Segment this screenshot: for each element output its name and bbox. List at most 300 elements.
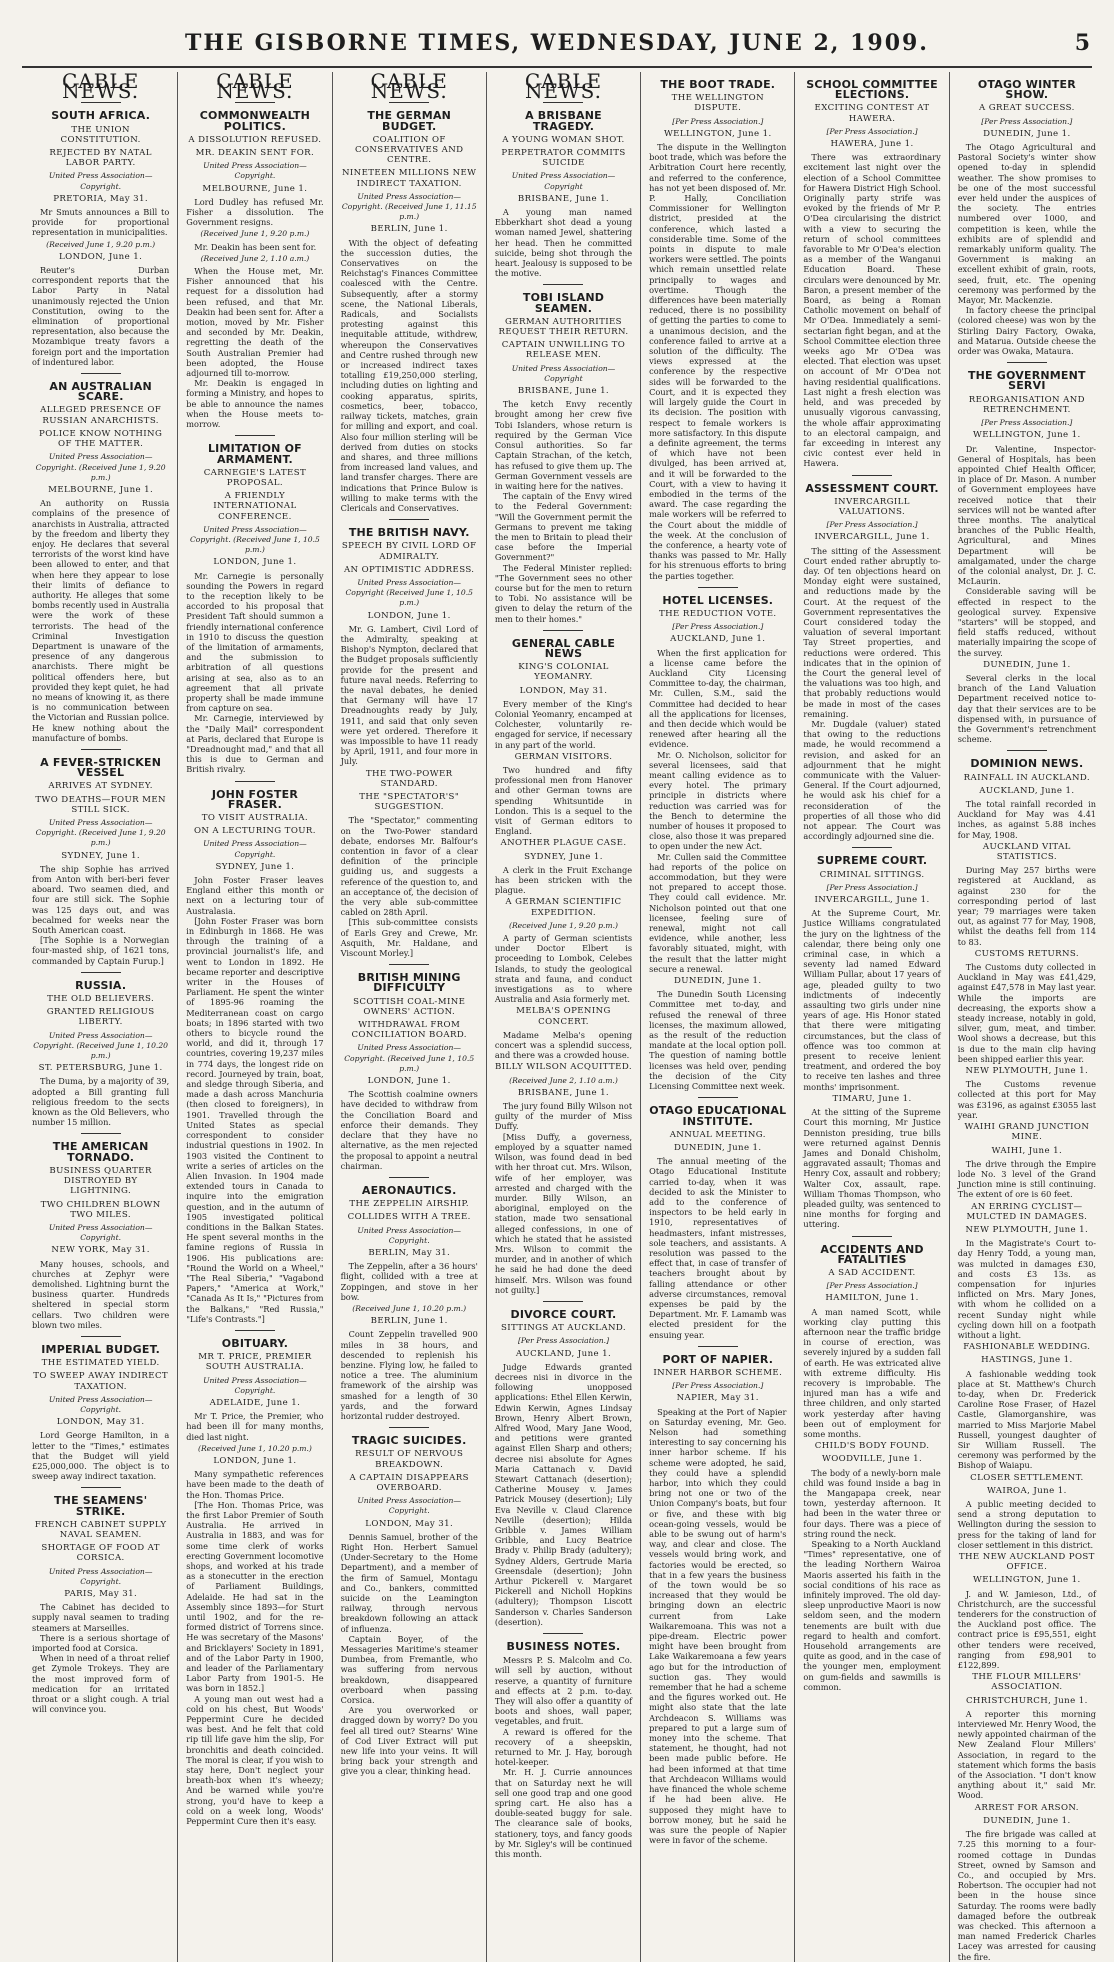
article-paragraph: The Federal Minister replied: "The Government sees no other course but for the men to return to Tobi. No assistance will be given to delay the return of the men to their homes." <box>494 562 633 624</box>
article-paragraph: The annual meeting of the Otago Educational Institute carried to-day, when it was decided to ask the Minister to add to the conference of inspectors to be held early in 1910, representatives of headmasters, infant mistresses, sole teachers, and assistants. A resolution was passed to the effect that, in case of transfer of teachers brought about by falling attendance or other adverse circumstances, removal expenses be paid by the Department. Mr. F. Lamamb was elected president for the ensuing year. <box>649 1156 787 1340</box>
article-subhead: A CAPTAIN DISAPPEARS OVERBOARD. <box>349 1472 469 1493</box>
article-subhead: ARRIVES AT SYDNEY. <box>48 781 153 792</box>
article-subhead: ON A LECTURING TOUR. <box>193 826 316 837</box>
article-paragraph: Many houses, schools, and churches at Zephyr were demolished. Lightning burnt the business quarter. Hundreds sheltered in special storm cellars. Two children were blown two miles. <box>32 1258 170 1330</box>
article-paragraph: [Miss Duffy, a governess, employed by a squatter named Wilson, was found dead in bed with her throat cut. Mrs. Wilson, wife of her employer, was arrested and charged with the murder. Billy Wilson, an aboriginal, employed on the station, made two sensational alleged confessions, in one of which he stated that he assisted Mrs. Wilson to commit the murder, and in another of which he said he had done the deed himself. Mrs. Wilson was found not guilty.] <box>494 1131 633 1295</box>
article-paragraph: Two hundred and fifty professional men from Hanover and other German towns are spending Whitsuntide in London. This is a sequel to the visit of German editors to England. <box>494 764 633 837</box>
article-paragraph: The body of a newly-born male child was found inside a bag in the Mangapapa creek, near town, yesterday afternoon. It had been in the water three or four days. There was a piece of string round the neck. <box>803 1467 941 1539</box>
article-subhead: BILLY WILSON ACQUITTED. <box>495 1062 632 1073</box>
article-subhead: BRISBANE, June 1. <box>517 1087 610 1098</box>
article-subhead: THE ZEPPELIN AIRSHIP. <box>349 1199 470 1210</box>
article-subhead: MELBOURNE, June 1. <box>48 484 154 495</box>
article-paragraph: Mr. Deakin is engaged in forming a Ministry, and hopes to be able to announce the names when the House meets to-morrow. <box>186 378 324 430</box>
article-subhead: CHILD'S BODY FOUND. <box>814 1441 930 1452</box>
article-paragraph: The Otago Agricultural and Pastoral Society's winter show opened to-day in splendid weather. The show promises to be one of the most successful ever held under the auspices of the society. The entries numbered over 1000, and competition is keen, while the exhibits are of splendid and remarkably uniform quality. The Government is making an excellent exhibit of grain, roots, seed, fruit, etc. The opening ceremony was performed by the Mayor, Mr. Mackenzie. <box>957 142 1096 306</box>
article-separator <box>1007 362 1047 363</box>
article-paragraph: Mr. O. Nicholson, solicitor for several licensees, said that meant calling evidence as to every hotel. The primary principle in districts where reduction was carried was for the Bench to determine the number of houses it proposed to close, also those it was prepared to open under the new Act. <box>649 749 787 852</box>
article-separator <box>389 964 429 965</box>
article-paragraph: Messrs P. S. Malcolm and Co. will sell by auction, without reserve, a quantity of furniture and effects at 2 p.m. to-day. They will also offer a quantity of boots and shoes, wall paper, vegetables, and fruit. <box>494 1655 633 1727</box>
article-subhead: HASTINGS, June 1. <box>981 1355 1073 1366</box>
masthead <box>0 0 1114 76</box>
article-subhead: ANOTHER PLAGUE CASE. <box>500 838 627 849</box>
article-separator <box>543 1301 583 1302</box>
article-separator <box>543 1633 583 1634</box>
article-subhead: AN OPTIMISTIC ADDRESS. <box>343 564 475 575</box>
press-credit: (Received June 2, 1.10 a.m.) <box>509 1075 618 1085</box>
article-separator <box>235 781 275 782</box>
article-subhead: DUNEDIN, June 1. <box>983 1815 1071 1826</box>
article-subhead: EXCITING CONTEST AT HAWERA. <box>814 103 930 124</box>
press-credit: United Press Association—Copyright. (Received June 1, 11.15 p.m.) <box>341 191 477 222</box>
article-subhead: DUNEDIN, June 1. <box>983 128 1071 139</box>
article-subhead: COLLIDES WITH A TREE. <box>347 1212 471 1223</box>
article-subhead: NEW YORK, May 31. <box>51 1245 150 1256</box>
article-subhead: LONDON, June 1. <box>213 557 297 568</box>
article-subhead: BERLIN, June 1. <box>370 1316 448 1327</box>
article-paragraph: Speaking to a North Auckland "Times" representative, one of the leading Northern Wairoa Maoris asserted his faith in the social conditions of his race as infinitely improved. The old day-sleep unproductive Maori is now seldom seen, and the modern tenements are built with due regard to health and comfort. Household arrangements are quite as good, and in the case of the younger men, employment on gum-fields and sawmills is common. <box>803 1539 941 1692</box>
article-subhead: SPEECH BY CIVIL LORD OF ADMIRALTY. <box>341 541 477 562</box>
article-subhead: WITHDRAWAL FROM CONCILIATION BOARD. <box>351 1020 467 1041</box>
article-paragraph: A young man out west had a cold on his chest, But Woods' Peppermint Cure he decided was best. And he felt that cold rip till life gave him the slip, For bronchitis and death coincided. The moral is clear, if you wish to stay here, Don't neglect your breath-box when it's wheezy; And be warned while you're strong, you'd have to keep a cold on a week long, Woods' Peppermint Cure then it's easy. <box>186 1693 324 1827</box>
article-subhead: A SAD ACCIDENT. <box>828 1267 916 1278</box>
article-headline: DOMINION NEWS. <box>970 757 1084 771</box>
article-subhead: DUNEDIN, June 1. <box>673 1142 762 1153</box>
article-subhead: MELBA'S OPENING CONCERT. <box>516 1006 611 1027</box>
article-separator <box>235 1330 275 1331</box>
article-paragraph: Madame Melba's opening concert was a splendid success, and there was a crowded house. <box>494 1029 633 1061</box>
article-headline: AN AUSTRALIAN SCARE. <box>49 380 152 404</box>
article-paragraph: [This sub-committee consists of Earls Grey and Crewe, Mr. Asquith, Mr. Haldane, and Viscount Morley.] <box>340 917 478 959</box>
article-paragraph: The "Spectator," commenting on the Two-Power standard debate, endorses Mr. Balfour's contention in favor of a clear definition of the principle guiding us, and suggests a reference of the question to, and an acceptance of, the decision of the very able sub-committee cabled on 28th April. <box>340 815 478 918</box>
article-subhead: CRIMINAL SITTINGS. <box>819 869 925 880</box>
article-paragraph: The Scottish coalmine owners have decided to withdraw from the Conciliation Board and enforce their demands. They declare that they have no alternative, as the men rejected the proposal to appoint a neutral chairman. <box>340 1089 478 1171</box>
article-headline: A FEVER-STRICKEN VESSEL <box>40 755 162 780</box>
article-subhead: WELLINGTON, June 1. <box>663 128 772 139</box>
article-subhead: WOODVILLE, June 1. <box>821 1454 923 1465</box>
press-credit: [Per Press Association.] <box>826 520 918 530</box>
press-credit: United Press Association—Copyright. (Received June 1, 9.20 p.m.) <box>35 452 166 482</box>
article-subhead: AN ERRING CYCLIST—MULCTED IN DAMAGES. <box>966 1201 1088 1222</box>
press-credit: United Press Association—Copyright. <box>203 1375 307 1395</box>
article-paragraph: An authority on Russia complains of the presence of anarchists in Australia, attracted by the freedom and liberty they enjoy. He declares that several terrorists of the worst kind have been allowed to enter, and that when here they appear to lose their limits of defiance to authority. He alleges that some bombs recently used in Australia were the work of these terrorists. The head of the Criminal Investigation Department is unaware of the presence of any dangerous anarchists. There might be political offenders here, but provided they kept quiet, he had no means of knowing it, as there is no communication between the Victorian and Russian police. He knew nothing about the manufacture of bombs. <box>32 498 170 743</box>
article-subhead: REORGANISATION AND RETRENCHMENT. <box>968 394 1085 415</box>
article-paragraph: During May 257 births were registered at Auckland, as against 230 for the corresponding period of last year; 79 marriages were taken out, as against 77 for May, 1908, whilst the deaths fell from 114 to 83. <box>957 865 1096 947</box>
article-separator <box>543 630 583 631</box>
press-credit: United Press Association—Copyright. <box>203 839 307 859</box>
article-subhead: A GREAT SUCCESS. <box>978 103 1075 114</box>
press-credit: United Press Association—Copyright <box>511 363 616 383</box>
press-credit: (Received June 1, 9.20 p.m.) <box>509 920 618 930</box>
article-subhead: LONDON, May 31. <box>519 685 608 696</box>
press-credit: United Press Association—Copyright. <box>203 161 307 181</box>
article-paragraph: Lord George Hamilton, in a letter to the "Times," estimates that the Budget will yield £25,000,000. The object is to sweep away indirect taxation. <box>32 1430 170 1482</box>
article-separator <box>543 284 583 285</box>
article-paragraph: In factory cheese the principal (colored cheese) was won by the Stirling Dairy Factory, Owaka, and Matarua. Outside cheese the order was Owaka, Mataura. <box>957 305 1096 357</box>
article-paragraph: Reuter's Durban correspondent reports that the Labor Party in Natal unanimously rejected the Union Constitution, owing to the elimination of proportional representation, also because the Mozambique treaty favors a foreign port and the importation of indentured labor. <box>32 265 170 367</box>
article-paragraph: The ketch Envy recently brought among her crew five Tobi Islanders, whose return is required by the German Vice Consul authorities. So far Captain Strachan, of the ketch, has refused to give them up. The German Government vessels are in waiting here for the natives. <box>494 399 633 491</box>
article-headline: RUSSIA. <box>75 978 127 992</box>
article-headline: GENERAL CABLE NEWS <box>511 636 616 660</box>
article-paragraph: Every member of the King's Colonial Yeomanry, encamped at Colchester, voluntarily re-engaged for service, if necessary in any part of the world. <box>494 698 633 750</box>
press-credit: [Per Press Association.] <box>981 116 1073 126</box>
article-subhead: PERPETRATOR COMMITS SUICIDE <box>501 148 626 169</box>
article-subhead: ADELAIDE, June 1. <box>209 1397 301 1408</box>
article-subhead: INNER HARBOR SCHEME. <box>653 1367 783 1378</box>
article-paragraph: The total rainfall recorded in Auckland for May was 4.41 inches, as against 5.88 inches for May, 1908. <box>957 799 1096 840</box>
article-subhead: LONDON, June 1. <box>367 610 451 621</box>
article-paragraph: When the House met, Mr. Fisher announced that his request for a dissolution had been refused, and that Mr. Deakin had been sent for. After a motion, moved by Mr. Fisher and seconded by Mr. Deakin, regretting the death of the South Australian Premier had been adopted, the House adjourned till to-morrow. <box>186 266 324 379</box>
article-paragraph: A public meeting decided to send a strong deputation to Wellington during the session to press for the taking of land for closer settlement in this district. <box>957 1499 1096 1550</box>
article-subhead: THE "SPECTATOR'S" SUGGESTION. <box>359 792 460 813</box>
article-subhead: GRANTED RELIGIOUS LIBERTY. <box>46 1007 155 1028</box>
article-subhead: THE UNION CONSTITUTION. <box>60 124 141 145</box>
article-subhead: MR T. PRICE, PREMIER SOUTH AUSTRALIA. <box>198 1352 312 1373</box>
column-5 <box>641 72 795 1962</box>
article-paragraph: When in need of a throat relief get Zymole Trokeys. They are the most improved form of medication for an irritated throat or a slight cough. A trial will convince you. <box>32 1653 170 1715</box>
article-paragraph: Mr. G. Lambert, Civil Lord of the Admiralty, speaking at Bishop's Nympton, declared that the Budget proposals sufficiently provide for the present and future naval needs. Referring to the naval debates, he denied that Germany will have 17 Dreadnoughts ready by July, 1911, and said that only seven were yet ordered. Therefore it was impossible to have 11 ready by April, 1911, and four more in July. <box>340 623 478 767</box>
article-subhead: PRETORIA, May 31. <box>53 193 149 204</box>
article-separator <box>235 435 275 436</box>
article-paragraph: A young man named Ebberkhart shot dead a young woman named Jewel, shattering her head. Then he committed suicide, being shot through the heart. Jealousy is supposed to be the motive. <box>494 207 633 279</box>
page-number: 5 <box>1074 30 1090 56</box>
article-headline: SUPREME COURT. <box>816 854 928 868</box>
article-headline: BUSINESS NOTES. <box>506 1640 621 1654</box>
article-paragraph: Several clerks in the local branch of the Land Valuation Department received notice to-day that their services are to be dispensed with, in pursuance of the Government's retrenchment scheme. <box>957 672 1096 745</box>
article-paragraph: Lord Dudley has refused Mr. Fisher a dissolution. The Government resigns. <box>186 196 324 228</box>
article-separator <box>852 1236 892 1237</box>
article-paragraph: There was extraordinary excitement last night over the election of a School Committee for Hawera District High School. Originally party strife was evoked by the friends of Mr P. O'Dea circularising the district with a view to securing the return of school committees favorable to Mr O'Dea's election as a member of the Wanganui Education Board. These circulars were denounced by Mr. Baron, a present member of the Board, as being a Roman Catholic movement on behalf of Mr O'Dea. Immediately a semi-sectarian fight began, and at the School Committee election three weeks ago Mr O'Dea was elected. That election was upset on account of Mr O'Dea not having residential qualifications. Last night a fresh election was held, and was preceded by unusually vigorous canvassing, the whole affair approximating to an electoral campaign, and far exceeding in interest any civic contest ever held in Hawera. <box>803 152 941 469</box>
article-subhead: AUCKLAND VITAL STATISTICS. <box>982 841 1071 863</box>
article-paragraph: Mr. Deakin has been sent for. <box>194 241 317 252</box>
article-separator <box>81 972 121 973</box>
newspaper-columns <box>24 69 1104 1962</box>
article-paragraph: The ship Sophie has arrived from Anton with beri-beri fever aboard. Two seamen died, and four are still sick. The Sophie was 125 days out, and was becalmed for weeks near the South American coast. <box>32 863 170 936</box>
article-subhead: DUNEDIN, June 1. <box>983 659 1071 670</box>
article-subhead: MR. DEAKIN SENT FOR. <box>195 148 315 159</box>
article-paragraph: Dr. Valentine, Inspector-General of Hospitals, has been appointed Chief Health Officer, in place of Dr. Mason. A number of Government employees have received notice that their services will not be wanted after three months. The analytical branches of the Public Health, Agricultural, and Mines Department will be amalgamated, under the charge of the colonial analyst, Dr. J. C. McLaurin. <box>957 443 1096 587</box>
article-separator <box>81 1487 121 1488</box>
article-headline: PORT OF NAPIER. <box>662 1352 774 1366</box>
article-paragraph: Mr. Carnegie is personally sounding the Powers in regard to the reception likely to be accorded to his proposal that President Taft should summon a friendly international conference in 1910 to discuss the question of the limitation of armaments, and the submission to arbitration of all questions arising at sea, also as to an agreement that all private property shall be made immune from capture on sea. <box>186 570 324 714</box>
article-paragraph: Mr. Cullen said the Committee had reports of the police on accommodation, but they were not prepared to accept those. They could call evidence. Mr. Nicholson pointed out that one licensee, feeling sure of renewal, might not call evidence, while another, less favorably situated, might, with the result that the latter might secure a renewal. <box>649 851 787 974</box>
article-subhead: WAIHI GRAND JUNCTION MINE. <box>964 1122 1090 1143</box>
article-paragraph: A party of German scientists under Doctor Elbert is proceeding to Lombok, Celebes Islands, to study the geological strata and fauna, and conduct investigations as to where Australia and Asia formerly met. <box>494 933 633 1005</box>
article-paragraph: The Dunedin South Licensing Committee met to-day, and refused the renewal of three licenses, the maximum allowed, as the result of the reduction mandate at the local option poll. The question of naming bottle licenses was held over, pending the decision of the City Licensing Committee next week. <box>649 989 787 1092</box>
article-headline: THE AMERICAN TORNADO. <box>52 1140 149 1164</box>
article-headline: OTAGO WINTER SHOW. <box>977 78 1076 102</box>
article-paragraph: The dispute in the Wellington boot trade, which was before the Arbitration Court here recently, and referred to the conference, has not yet been disposed of. Mr. P. Hally, Conciliation Commissioner for Wellington district, presided at the conference, which lasted a considerable time. Some of the points in dispute to male workers were settled. The points which remain unsettled relate principally to wages and overtime. Though the differences have been materially reduced, there is no possibility of getting the parties to come to a unanimous decision, and the conference failed to arrive at a solution of the difficulty. The views expressed at the conference by the respective sides will be forwarded to the Court, and it is expected they will largely guide the Court in its decision. The position with respect to female workers is more satisfactory. In this dispute a definite agreement, the terms of which have not been divulged, has been arrived at, and it will be forwarded to the Court, with a view to having it embodied in the terms of the award. The case regarding the male workers will be referred to the Court about the middle of the week. At the conclusion of the conference, a hearty vote of thanks was passed to Mr. Hally for his strenuous efforts to bring the parties together. <box>649 142 787 581</box>
article-subhead: INVERCARGILL, June 1. <box>814 532 930 543</box>
article-separator <box>1007 750 1047 751</box>
article-headline: A BRISBANE TRAGEDY. <box>525 109 602 133</box>
column-header: CABLE NEWS. <box>61 69 140 104</box>
press-credit: [Per Press Association.] <box>981 418 1073 428</box>
column-header: CABLE NEWS. <box>370 69 448 104</box>
article-paragraph: The Cabinet has decided to supply naval seamen to trading steamers at Marseilles. <box>32 1602 170 1633</box>
article-subhead: CUSTOMS RETURNS. <box>974 948 1080 959</box>
article-subhead: CHRISTCHURCH, June 1. <box>965 1695 1088 1706</box>
article-subhead: CAPTAIN UNWILLING TO RELEASE MEN. <box>501 340 626 361</box>
article-subhead: A FRIENDLY INTERNATIONAL CONFERENCE. <box>213 491 297 522</box>
article-paragraph: Mr Smuts announces a Bill to provide for proportional representation in municipalities. <box>32 207 170 238</box>
article-paragraph: Count Zeppelin travelled 900 miles in 38 hours, and descended to replenish his benzine. Flying low, he failed to notice a tree. The aluminium framework of the airship was smashed for a length of 30 yards, and the forward horizontal rudder destroyed. <box>340 1329 478 1421</box>
article-paragraph: Mr. Dugdale (valuer) stated that owing to the reductions made, he would recommend a revision, and asked for an adjournment that he might communicate with the Valuer-General. If the Court adjourned, he would ask his chief for a reconsideration of the properties of all those who did not appear. The Court was accordingly adjourned sine die. <box>803 718 941 842</box>
article-headline: LIMITATION OF ARMAMENT. <box>207 442 302 466</box>
article-paragraph: Many sympathetic references have been made to the death of the Hon. Thomas Price. <box>186 1469 324 1500</box>
article-subhead: THE WELLINGTON DISPUTE. <box>671 93 764 114</box>
press-credit: United Press Association—Copyright <box>511 171 616 191</box>
article-subhead: WAIROA, June 1. <box>986 1485 1067 1496</box>
article-paragraph: Mr. H. J. Currie announces that on Saturday next he will sell one good trap and one good spring cart. He also has a double-seated buggy for sale. The clearance sale of books, stationery, toys, and fancy goods by Mr. Sigley's will be continued this month. <box>494 1767 633 1860</box>
article-paragraph: The sitting of the Assessment Court ended rather abruptly to-day. Of ten objections heard on Monday eight were sustained, and reductions made by the Court. At the request of the Government representatives the Court considered today the valuation of several important Tay Street properties, and reductions were ordered. This indicates that in the opinion of the Court the general level of the valuations was too high, and that probably reductions would be made in most of the cases remaining. <box>803 545 941 719</box>
article-subhead: ARREST FOR ARSON. <box>974 1802 1079 1813</box>
article-headline: THE BRITISH NAVY. <box>348 526 470 540</box>
article-paragraph: The Zeppelin, after a 36 hours' flight, collided with a tree at Zoppingen, and stove in her bow. <box>340 1261 478 1302</box>
column-2 <box>178 69 332 1962</box>
article-headline: AERONAUTICS. <box>361 1183 457 1197</box>
column-header: CABLE NEWS. <box>216 69 294 104</box>
press-credit: United Press Association—Copyright. <box>357 1225 461 1245</box>
article-paragraph: The drive through the Empire lode No. 3 level of the Grand Junction mine is still continuing. The extent of ore is 60 feet. <box>957 1158 1096 1200</box>
article-headline: JOHN FOSTER FRASER. <box>211 787 298 811</box>
article-subhead: ST. PETERSBURG, June 1. <box>38 1063 163 1074</box>
article-paragraph: Mr T. Price, the Premier, who had been ill for many months, died last night. <box>186 1411 324 1442</box>
article-paragraph: Dennis Samuel, brother of the Right Hon. Herbert Samuel (Under-Secretary to the Home Department), and a member of the firm of Samuel, Montagu and Co., bankers, committed suicide on the Leamington railway, through nervous breakdown following an attack of influenza. <box>340 1531 478 1634</box>
article-subhead: BERLIN, May 31. <box>368 1247 451 1258</box>
article-subhead: SYDNEY, June 1. <box>61 850 141 861</box>
article-subhead: THE ESTIMATED YIELD. <box>41 1358 160 1369</box>
article-paragraph: Considerable saving will be effected in respect to the geological survey. Expensive "starters" will be stopped, and field staffs reduced, without materially impairing the scope of the survey. <box>957 586 1096 658</box>
article-subhead: BERLIN, June 1. <box>370 224 448 235</box>
article-headline: HOTEL LICENSES. <box>662 593 774 607</box>
article-paragraph: [John Foster Fraser was born in Edinburgh in 1868. He was through the training of a provincial journalist's life, and went to London in 1892. He became reporter and descriptive writer in the Houses of Parliament. He spent the winter of 1895-96 roaming the Mediterranean coast on cargo boats; in 1896 started with two others to bicycle round the world, and did it, through 17 countries, covering 19,237 miles in 774 days, the longest ride on record. Journeyed by train, boat, and sledge through Siberia, and made a dash across Manchuria (then closed to foreigners), in 1901. Travelled through the United States as special correspondent to consider industrial questions in 1902. In 1903 visited the Continent to write a series of articles on the Alien Invasion. In 1904 made extended tours in Canada to inquire into the emigration question, and in the autumn of 1905 investigated political conditions in the Balkan States. He spent several months in the famine regions of Russia in 1906. His publications are: "Round the World on a Wheel," "The Real Siberia," "Vagabond Papers," "America at Work," "Canada As It Is," "Pictures from the Balkans," "Red Russia," "Life's Contrasts."] <box>186 915 324 1324</box>
article-paragraph: John Foster Fraser leaves England either this month or next on a lecturing tour of Australasia. <box>186 875 324 916</box>
press-credit: (Received June 1, 10.20 p.m.) <box>352 1303 467 1313</box>
article-subhead: NINETEEN MILLIONS NEW INDIRECT TAXATION. <box>341 168 477 189</box>
article-subhead: DUNEDIN, June 1. <box>673 976 762 987</box>
article-subhead: AUCKLAND, June 1. <box>670 634 766 645</box>
press-credit: United Press Association—Copyright. (Received June 1, 10.5 p.m.) <box>189 524 320 555</box>
article-paragraph: Mr. Carnegie, interviewed by the "Daily Mail" correspondent at Paris, declared that Europe is "Dreadnought mad," and that all this is due to German and British rivalry. <box>186 713 324 775</box>
article-subhead: GERMAN AUTHORITIES REQUEST THEIR RETURN. <box>498 316 629 338</box>
article-paragraph: Speaking at the Port of Napier on Saturday evening, Mr. Geo. Nelson had something interesting to say concerning his inner harbor scheme. If his scheme were adopted, he said, they could have a splendid harbor, into which they could bring not one or two of the Union Company's boats, but four or five, and these with big ocean-going vessels, would be able to be swung out of harm's way, and clear and close. The vessels would bring work, and factories would be erected, so that in a few years the business of the town would be so increased that they would be bringing down an electric current from Lake Waikaremoana. This was not a pipe-dream. Electric power might have been brought from Lake Waikaremoana a few years ago but for the introduction of suction gas. They would remember that he had a scheme and the figures worked out. He might also state that the late Archdeacon S. Williams was prepared to put a large sum of money into the scheme. That statement, he thought, had not been made public before. He had been informed at that time that Archdeacon Williams would have financed the whole scheme if he had been alive. He supposed they might have to borrow money, but he said he was sure the people of Napier were in favor of the scheme. <box>649 1406 787 1846</box>
article-subhead: KING'S COLONIAL YEOMANRY. <box>518 662 609 683</box>
article-subhead: AUCKLAND, June 1. <box>515 1348 612 1359</box>
article-separator <box>81 1336 121 1337</box>
article-subhead: SYDNEY, June 1. <box>524 851 603 862</box>
article-paragraph: When the first application for a license came before the Auckland City Licensing Committee to-day, the chairman, Mr. Cullen, S.M., said the Committee had decided to hear all the applications for licenses, and then decide which would be renewed after hearing all the evidence. <box>649 647 787 750</box>
article-subhead: THE TWO-POWER STANDARD. <box>365 768 453 789</box>
article-headline: OTAGO EDUCATIONAL INSTITUTE. <box>649 1104 787 1128</box>
column-6 <box>795 72 949 1962</box>
press-credit: (Received June 1, 10.20 p.m.) <box>198 1443 312 1453</box>
article-separator <box>389 1427 429 1428</box>
article-paragraph: The Customs revenue collected at this port for May was £3196, as against £3055 last year. <box>957 1079 1096 1120</box>
article-subhead: A YOUNG WOMAN SHOT. <box>502 134 625 145</box>
article-headline: THE SEAMENS' STRIKE. <box>53 1494 148 1518</box>
press-credit: United Press Association—Copyright. (Received June 1, 9.20 p.m.) <box>35 818 166 848</box>
article-subhead: NEW PLYMOUTH, June 1. <box>965 1224 1089 1235</box>
article-paragraph: At the sitting of the Supreme Court this morning, Mr Justice Denniston presiding, true bills were returned against Dennis James and Donald Chisholm, aggravated assault; Thomas and Henry Cox, assault and robbery; Walter Cox, assault, rape. William Thomas Thompson, who pleaded guilty, was sentenced to nine months for forging and uttering. <box>803 1107 941 1230</box>
article-subhead: A DISSOLUTION REFUSED. <box>188 134 322 145</box>
article-separator <box>389 1177 429 1178</box>
press-credit: [Per Press Association.] <box>672 622 764 632</box>
press-credit: [Per Press Association.] <box>672 116 764 126</box>
article-headline: THE GERMAN BUDGET. <box>367 109 452 133</box>
press-credit: (Received June 1, 9.20 p.m.) <box>46 239 156 249</box>
article-separator <box>698 587 738 588</box>
press-credit: [Per Press Association.] <box>826 1281 918 1291</box>
press-credit: United Press Association—Copyright. <box>48 171 153 191</box>
article-paragraph: With the object of defeating the succession duties, the Conservatives on the Reichstag's Finances Committee coalesced with the Centre. Subsequently, after a stormy scene, the National Liberals, Radicals, and Socialists protesting against this inequitable attitude, withdrew, whereupon the Conservatives and Centre rushed through new or increased indirect taxes totalling £19,250,000 sterling, including duties on lighting and cooking apparatus, spirits, cosmetics, beer, tobacco, railway tickets, matches, grain for milling and export, and coal. Also four million sterling will be derived from duties on stocks and shares, and three millions from increased land values, and land transfer charges. There are indications that Prince Bulow is willing to make terms with the Clericals and Conservatives. <box>340 237 478 513</box>
article-paragraph: Are you overworked or dragged down by worry? Do you feel all tired out? Stearns' Wine of Cod Liver Extract will put new life into your veins. It will bring back your strength and give you a clear, thinking head. <box>340 1705 478 1777</box>
article-subhead: SHORTAGE OF FOOD AT CORSICA. <box>41 1543 160 1564</box>
article-subhead: THE OLD BELIEVERS. <box>47 994 155 1005</box>
article-subhead: BRISBANE, June 1. <box>517 193 610 204</box>
article-subhead: BUSINESS QUARTER DISTROYED BY LIGHTNING. <box>49 1165 152 1197</box>
article-paragraph: Judge Edwards granted decrees nisi in divorce in the following unopposed applications: Ethel Ellen Kerwin, Edwin Kerwin, Agnes Lindsay Brown, Henry Albert Brown, Alfred Wood, Mary Jane Wood, and petitions were granted against Ellen Sharp and others; decree nisi absolute for Agnes Maria Cattanach v. David Stewart Cattanach (desertion); Catherine Mousey v. James Patrick Mousey (desertion); Lily Eva Neville v. Claud Clarence Neville (desertion); Hilda Gribble v. James William Gribble, and Lucy Beatrice Brady v. Philip Brady (adultery); Sydney Alders, Gertrude Maria Greensdale (desertion); John Arthur Pickerell v. Margaret Pickerell and Nicholl Hopkins (adultery); Thompson Liscott Sanderson v. Charles Sanderson (desertion). <box>494 1361 633 1627</box>
article-headline: TOBI ISLAND SEAMEN. <box>522 291 605 315</box>
press-credit: [Per Press Association.] <box>517 1336 610 1346</box>
article-subhead: ANNUAL MEETING. <box>669 1129 766 1140</box>
article-subhead: A GERMAN SCIENTIFIC EXPEDITION. <box>505 897 622 918</box>
press-credit: United Press Association—Copyright. <box>48 1222 153 1243</box>
column-header: CABLE NEWS. <box>524 69 603 104</box>
article-paragraph: J. and W. Jamieson, Ltd., of Christchurch, are the successful tenderers for the construction of the Auckland post office. The contract price is £95,551, eight other tenders were received, ranging from £98,901 to £122,899. <box>957 1588 1096 1671</box>
article-subhead: WELLINGTON, June 1. <box>973 430 1081 441</box>
article-paragraph: The jury found Billy Wilson not guilty of the murder of Miss Duffy. <box>494 1101 633 1132</box>
article-subhead: WELLINGTON, June 1. <box>973 1575 1081 1586</box>
article-separator <box>698 1097 738 1098</box>
article-subhead: LONDON, May 31. <box>365 1518 454 1529</box>
article-subhead: LONDON, June 1. <box>367 1076 451 1087</box>
article-subhead: LONDON, June 1. <box>213 1455 297 1466</box>
article-subhead: CLOSER SETTLEMENT. <box>970 1472 1084 1483</box>
article-paragraph: The Duma, by a majority of 39, adopted a Bill granting full religious freedom to the sects known as the Old Believers, who number 15 million. <box>32 1076 170 1128</box>
article-subhead: NAPIER, May 31. <box>676 1393 759 1404</box>
article-headline: COMMONWEALTH POLITICS. <box>199 109 311 133</box>
article-subhead: SCOTTISH COAL-MINE OWNERS' ACTION. <box>353 996 466 1017</box>
article-subhead: COALITION OF CONSERVATIVES AND CENTRE. <box>354 134 464 166</box>
article-subhead: THE REDUCTION VOTE. <box>659 608 777 619</box>
press-credit: (Received June 2, 1.10 a.m.) <box>200 253 310 263</box>
article-headline: OBITUARY. <box>221 1336 289 1350</box>
article-headline: ASSESSMENT COURT. <box>805 481 939 495</box>
article-paragraph: The fire brigade was called at 7.25 this morning to a four-roomed cottage in Dundas Street, owned by Samson and Co., and occupied by Mrs. Robertson. The occupier had not been in the house since Saturday. The rooms were badly damaged before the outbreak was checked. This afternoon a man named Frederick Charles Lacey was arrested for causing the fire. <box>957 1829 1096 1962</box>
article-paragraph: In the Magistrate's Court to-day Henry Todd, a young man, was mulcted in damages £30, and costs £3 13s. as compensation for injuries inflicted on Mrs. Mary Jones, with whom he collided on a recent Sunday night while cycling down hill on a footpath without a light. <box>957 1238 1096 1340</box>
article-headline: ACCIDENTS AND FATALITIES <box>820 1242 924 1266</box>
article-headline: THE GOVERNMENT SERVI <box>967 369 1086 393</box>
article-headline: TRAGIC SUICIDES. <box>351 1434 467 1448</box>
article-subhead: TWO DEATHS—FOUR MEN STILL SICK. <box>35 794 166 815</box>
article-subhead: FASHIONABLE WEDDING. <box>963 1342 1091 1353</box>
article-separator <box>81 1133 121 1134</box>
article-paragraph: There is a serious shortage of imported food at Corsica. <box>32 1632 170 1654</box>
article-paragraph: [The Hon. Thomas Price, was the first Labor Premier of South Australia. He arrived in Australia in 1883, and was for some time clerk of works erecting Government locomotive shops, and worked at his trade as a stonecutter in the erection of Parliament Buildings, Adelaide. He had sat in the Assembly since 1893—for Sturt until 1902, and for the re-formed district of Torrens since. He was secretary of the Masons' and Bricklayers' Society in 1891, and of the Labor Party in 1900, and leader of the Parliamentary Labor Party from 1901-5. He was born in 1852.] <box>186 1499 324 1694</box>
article-subhead: TIMARU, June 1. <box>832 1093 912 1104</box>
article-subhead: HAWERA, June 1. <box>830 139 914 150</box>
press-credit: [Per Press Association.] <box>672 1381 764 1391</box>
article-subhead: LONDON, June 1. <box>59 251 143 262</box>
press-credit: United Press Association—Copyright. <box>48 1566 153 1586</box>
article-subhead: INVERCARGILL, June 1. <box>814 895 930 906</box>
article-subhead: TO SWEEP AWAY INDIRECT TAXATION. <box>33 1371 169 1392</box>
article-subhead: RAINFALL IN AUCKLAND. <box>963 772 1091 783</box>
article-paragraph: A reporter this morning interviewed Mr. Henry Wood, the newly appointed chairman of the New Zealand Flour Millers' Association, in regard to the statement which forms the basis of the Association. "I don't know anything about it," said Mr. Wood. <box>957 1708 1097 1801</box>
article-subhead: REJECTED BY NATAL LABOR PARTY. <box>49 148 152 169</box>
article-subhead: AUCKLAND, June 1. <box>979 785 1075 796</box>
article-subhead: THE FLOUR MILLERS' ASSOCIATION. <box>972 1672 1082 1693</box>
article-subhead: SITTINGS AT AUCKLAND. <box>500 1323 627 1334</box>
press-credit: [Per Press Association.] <box>826 882 918 892</box>
article-subhead: PARIS, May 31. <box>64 1589 138 1599</box>
column-4 <box>487 69 641 1962</box>
article-headline: BRITISH MINING DIFFICULTY <box>357 971 461 995</box>
press-credit: United Press Association—Copyright. (Received June 1, 10.5 p.m.) <box>344 1043 475 1073</box>
article-subhead: CARNEGIE'S LATEST PROPOSAL. <box>203 467 307 488</box>
article-headline: DIVORCE COURT. <box>510 1307 617 1321</box>
article-subhead: TO VISIT AUSTRALIA. <box>201 813 309 823</box>
article-subhead: ALLEGED PRESENCE OF RUSSIAN ANARCHISTS. <box>40 405 162 426</box>
article-headline: SCHOOL COMMITTEE ELECTIONS. <box>806 78 938 102</box>
article-subhead: POLICE KNOW NOTHING OF THE MATTER. <box>39 428 163 450</box>
column-1 <box>24 69 178 1962</box>
article-subhead: MELBOURNE, June 1. <box>202 183 308 194</box>
press-credit: (Received June 1, 9.20 p.m.) <box>200 229 310 239</box>
article-subhead: SYDNEY, June 1. <box>215 861 295 872</box>
column-7 <box>950 72 1104 1962</box>
article-paragraph: The Customs duty collected in Auckland in May was £41,429, against £47,578 in May last year. While the imports are decreasing, the exports show a steady increase, notably in gold, silver, gum, meat, and timber. Wool shows a decrease, but this is due to the main clip having been shipped earlier this year. <box>957 962 1096 1064</box>
article-headline: SOUTH AFRICA. <box>51 109 151 123</box>
press-credit: United Press Association—Copyright. <box>48 1394 153 1414</box>
article-subhead: NEW PLYMOUTH, June 1. <box>965 1066 1089 1077</box>
article-paragraph: [The Sophie is a Norwegian four-masted ship, of 1621 tons, commanded by Captain Furup.] <box>32 935 170 966</box>
masthead-rule <box>22 66 1092 68</box>
newspaper-title: THE GISBORNE TIMES, WEDNESDAY, JUNE 2, 1909. <box>185 30 929 56</box>
article-headline: IMPERIAL BUDGET. <box>41 1342 160 1356</box>
article-separator <box>852 847 892 848</box>
article-paragraph: A fashionable wedding took place at St. Matthew's Church to-day, when Dr. Frederick Caroline Rose Fraser, of Hazel Castle, Glamorganshire, was married to Miss Marjorie Mabel Russell, youngest daughter of Sir William Russell. The ceremony was performed by the Bishop of Waiapu. <box>957 1368 1096 1471</box>
article-subhead: THE NEW AUCKLAND POST OFFICE. <box>958 1552 1095 1573</box>
article-paragraph: At the Supreme Court, Mr. Justice Williams congratulated the jury on the lightness of the calendar, there being only one criminal case, in which a seventy lad named Edward William Pullar, about 17 years of age, pleaded guilty to two indictments of indecently assaulting two girls under nine years of age. His Honor stated that there were mitigating circumstances, but the class of offence was too common at present to receive lenient treatment, and ordered the boy to receive ten lashes and three months' imprisonment. <box>803 908 941 1092</box>
article-paragraph: A reward is offered for the recovery of a sheepskin, returned to Mr. J. Hay, borough hotel-keeper. <box>494 1726 633 1768</box>
article-separator <box>81 373 121 374</box>
column-3 <box>333 69 487 1962</box>
article-subhead: INVERCARGILL VALUATIONS. <box>834 496 910 517</box>
article-subhead: RESULT OF NERVOUS BREAKDOWN. <box>355 1449 464 1470</box>
press-credit: United Press Association—Copyright (Received June 1, 10.5 p.m.) <box>345 577 473 608</box>
article-subhead: LONDON, May 31. <box>56 1417 145 1428</box>
article-headline: THE BOOT TRADE. <box>660 78 776 91</box>
article-separator <box>698 1346 738 1347</box>
article-subhead: TWO CHILDREN BLOWN TWO MILES. <box>40 1199 161 1220</box>
article-subhead: BRISBANE, June 1. <box>517 386 610 397</box>
article-separator <box>389 519 429 520</box>
press-credit: United Press Association—Copyright. (Received June 1, 10.20 p.m.) <box>33 1030 169 1061</box>
article-subhead: GERMAN VISITORS. <box>514 751 613 762</box>
article-paragraph: The captain of the Envy wired to the Federal Government: "Will the Government permit the Germans to prevent me taking the men to Britain to plead their case before the Imperial Government?" <box>494 491 633 563</box>
press-credit: United Press Association—Copyright. <box>357 1496 461 1516</box>
article-separator <box>81 749 121 750</box>
press-credit: [Per Press Association.] <box>826 126 918 136</box>
article-paragraph: A clerk in the Fruit Exchange has been stricken with the plague. <box>494 864 633 896</box>
article-separator <box>852 475 892 476</box>
article-subhead: FRENCH CABINET SUPPLY NAVAL SEAMEN. <box>34 1519 167 1540</box>
article-subhead: WAIHI, June 1. <box>991 1145 1063 1156</box>
article-paragraph: A man named Scott, while working clay putting this afternoon near the traffic bridge in course of erection, was severely injured by a sudden fall of earth. He was extricated alive with extreme difficulty. His recovery is improbable. The injured man has a wife and three children, and only started work yesterday after having been out of employment for some months. <box>803 1306 941 1439</box>
article-paragraph: Captain Boyer, of the Messageries Maritime's steamer Dumbea, from Fremantle, who was suffering from nervous breakdown, disappeared overboard when passing Corsica. <box>340 1633 478 1706</box>
article-subhead: HAMILTON, June 1. <box>825 1293 919 1304</box>
